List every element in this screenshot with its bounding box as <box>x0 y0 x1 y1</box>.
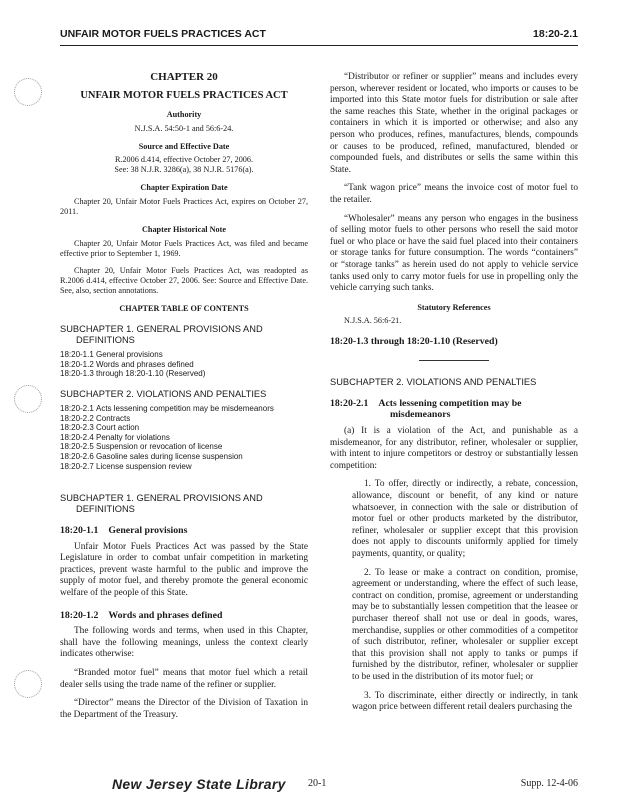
toc-entry-title: through 18:20-1.10 (Reserved) <box>96 369 206 379</box>
header-rule <box>60 45 578 46</box>
source-text: See: 38 N.J.R. 3286(a), 38 N.J.R. 5176(a). <box>114 165 254 175</box>
toc-entry-title: Gasoline sales during license suspension <box>96 451 243 461</box>
toc-entry-number: 18:20-2.6 <box>60 451 94 461</box>
toc-entry-title: Court action <box>96 423 140 433</box>
list-item: 3. To discriminate, either directly or indirectly, in tank wagon price between different retail dealers purchasing the <box>352 690 578 713</box>
chapter-number: CHAPTER 20 <box>150 71 218 83</box>
toc-heading: CHAPTER TABLE OF CONTENTS <box>119 303 249 313</box>
right-column <box>330 72 578 721</box>
library-watermark: New Jersey State Library <box>112 776 286 792</box>
toc-entry <box>60 350 308 360</box>
authority-heading: Authority <box>166 110 202 120</box>
violation-list <box>330 479 578 713</box>
toc-entry-number: 18:20-2.5 <box>60 442 94 452</box>
section-divider <box>419 360 489 361</box>
punch-hole-mark <box>14 385 42 413</box>
toc-entry <box>60 423 308 433</box>
list-item: 2. To lease or make a contract on condition, promise, agreement or understanding, where the effect of such lease, contract on condition, promise, agreement or understanding may be to substantially lessen competition that the leasee or purchaser thereof shall not use or deal in goods, wares, merchandise, supplies or other commodities of a competitor of such distributor, refiner, wholesaler or supplier except that this provision shall not apply to tanks or pumps if furnished by the distributor, refiner, wholesaler or supplier to be used in the distribution of its motor fuel; or <box>352 567 578 682</box>
statutory-references-text: N.J.S.A. 56:6-21. <box>344 316 402 326</box>
running-header <box>60 28 578 44</box>
toc-entry <box>60 414 308 424</box>
toc-entry-title: General provisions <box>96 350 163 360</box>
subchapter-2-heading: SUBCHAPTER 2. VIOLATIONS AND PENALTIES <box>330 376 537 387</box>
toc-subchapter-label: DEFINITIONS <box>76 335 135 346</box>
toc-entry <box>60 433 308 443</box>
source-heading: Source and Effective Date <box>138 141 230 151</box>
definition-paragraph: “Director” means the Director of the Division of Taxation in the Department of the Treasury. <box>60 698 308 720</box>
toc-entry-number: 18:20-1.1 <box>60 350 94 360</box>
toc-entry <box>60 442 308 452</box>
section-title: misdemeanors <box>390 409 451 421</box>
history-text: Chapter 20, Unfair Motor Fuels Practices Act, was filed and became effective prior to September 1, 1969. <box>60 238 308 258</box>
toc-entry-number: 18:20-2.7 <box>60 461 94 471</box>
toc-subchapter-label: SUBCHAPTER 1. GENERAL PROVISIONS AND <box>60 324 263 335</box>
subchapter-title: DEFINITIONS <box>76 504 135 515</box>
toc-entry-number: 18:20-2.3 <box>60 423 94 433</box>
history-heading: Chapter Historical Note <box>142 224 226 234</box>
authority-text: N.J.S.A. 54:50-1 and 56:6-24. <box>134 123 234 133</box>
history-text: Chapter 20, Unfair Motor Fuels Practices Act, was readopted as R.2006 d.414, effective October 27, 2006. See: Source and Effective Date. See, also, section annotations. <box>60 265 308 295</box>
left-column <box>60 72 308 728</box>
punch-hole-mark <box>14 670 42 698</box>
supplement-date: Supp. 12-4-06 <box>520 778 578 789</box>
section-heading <box>60 610 308 622</box>
toc-subchapter-2 <box>60 389 308 400</box>
section-text: The following words and terms, when used in this Chapter, shall have the following meanings, unless the context clearly indicates otherwise: <box>60 626 308 660</box>
toc-entry-number: 18:20-1.3 <box>60 369 94 379</box>
toc-entry-number: 18:20-2.4 <box>60 432 94 442</box>
toc-entry <box>60 369 308 379</box>
source-text: R.2006 d.414, effective October 27, 2006. <box>114 155 254 165</box>
section-heading <box>330 398 578 421</box>
section-number: 18:20-1.1 <box>60 525 99 537</box>
section-number: 18:20-2.1 <box>330 397 369 409</box>
definition-paragraph: “Tank wagon price” means the invoice cost of motor fuel to the retailer. <box>330 183 578 205</box>
expiration-heading: Chapter Expiration Date <box>140 183 228 193</box>
chapter-title: UNFAIR MOTOR FUELS PRACTICES ACT <box>80 89 288 101</box>
definition-paragraph: “Wholesaler” means any person who engages in the business of selling motor fuels to other persons who resell the said motor fuel or who place or have the said fuel placed into their containers or storage tanks for future consumption. The words “containers” or “storage tanks” as herein used do not apply to vehicle service tanks used only to carry motor fuels for use in propelling only the vehicle carrying such tanks. <box>330 213 578 294</box>
list-item: 1. To offer, directly or indirectly, a rebate, concession, allowance, discount or benefit, of any kind or nature whatsoever, in connection with the sale or distribution of motor fuel or other products marketed by the distributor, refiner, wholesaler or supplier except that this provision does not apply to discounts uniformly applied for timely payments, quantity, or quality; <box>352 479 578 559</box>
section-heading <box>60 525 308 537</box>
toc-subchapter-1 <box>60 324 308 346</box>
toc-entry-title: Acts lessening competition may be misdemeanors <box>96 403 274 413</box>
section-title: Words and phrases defined <box>108 609 223 621</box>
toc-entry-title: Contracts <box>96 413 131 423</box>
toc-entry <box>60 360 308 370</box>
toc-entry-number: 18:20-1.2 <box>60 359 94 369</box>
page-footer <box>0 778 618 792</box>
toc-entry <box>60 452 308 462</box>
toc-entry-title: License suspension review <box>96 461 192 471</box>
section-title: Acts lessening competition may be <box>378 397 522 409</box>
reserved-sections: 18:20-1.3 through 18:20-1.10 (Reserved) <box>330 336 498 348</box>
toc-entry-title: Suspension or revocation of license <box>96 442 223 452</box>
section-number: 18:20-1.2 <box>60 609 99 621</box>
subchapter-1-heading <box>60 493 308 515</box>
statutory-references-heading: Statutory References <box>417 302 491 312</box>
definition-paragraph: “Branded motor fuel” means that motor fuel which a retail dealer sells using the trade name of the refiner or supplier. <box>60 668 308 690</box>
toc-subchapter-label: SUBCHAPTER 2. VIOLATIONS AND PENALTIES <box>60 388 267 399</box>
header-section: 18:20-2.1 <box>533 28 578 40</box>
toc-entry-title: Words and phrases defined <box>96 359 194 369</box>
section-text: (a) It is a violation of the Act, and punishable as a misdemeanor, for any distributor, refiner, wholesaler or supplier, with intent to injure competitors or destroy or substantially lessen competition: <box>330 426 578 471</box>
page-number: 20-1 <box>308 778 327 789</box>
expiration-text: Chapter 20, Unfair Motor Fuels Practices Act, expires on October 27, 2011. <box>60 196 308 216</box>
toc-entry-number: 18:20-2.2 <box>60 413 94 423</box>
section-title: General provisions <box>108 525 188 537</box>
definition-paragraph: “Distributor or refiner or supplier” means and includes every person, wherever resident or located, who imports or causes to be imported into this State motor fuels for distribution or sale after the same reaches this State, whether in the original packages or containers in which it is imported or otherwise; and also any person who produces, refines, manufactures, blends, compounds or causes to be produced, refined, manufactured, blended or compounded fuels, and distributes or sells the same within this State. <box>330 72 578 175</box>
section-text: Unfair Motor Fuels Practices Act was passed by the State Legislature in order to combat unfair competition in marketing practices, prevent waste harmful to the public and improve the supply of motor fuel, and thereby promote the general economic welfare of the people of this State. <box>60 541 308 599</box>
toc-entry-title: Penalty for violations <box>96 432 170 442</box>
toc-list-2 <box>60 404 308 471</box>
toc-entry-number: 18:20-2.1 <box>60 403 94 413</box>
subchapter-title: SUBCHAPTER 1. GENERAL PROVISIONS AND <box>60 493 263 504</box>
toc-list-1 <box>60 350 308 379</box>
punch-hole-mark <box>14 78 42 106</box>
header-title: UNFAIR MOTOR FUELS PRACTICES ACT <box>60 28 266 40</box>
toc-entry <box>60 404 308 414</box>
toc-entry <box>60 462 308 472</box>
